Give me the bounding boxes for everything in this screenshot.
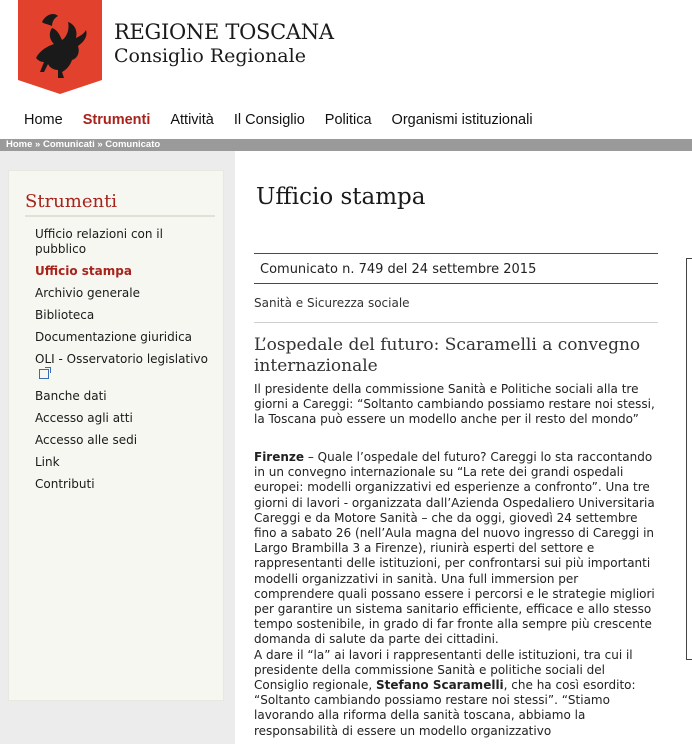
nav-il-consiglio[interactable]: Il Consiglio xyxy=(233,112,305,128)
sidebar-divider xyxy=(25,215,215,217)
category-label: Sanità e Sicurezza sociale xyxy=(254,296,410,310)
breadcrumb-bar xyxy=(0,139,692,151)
page-title: Ufficio stampa xyxy=(256,184,426,210)
nav-politica[interactable]: Politica xyxy=(324,112,372,128)
brand[interactable] xyxy=(114,20,334,68)
breadcrumb-separator: » xyxy=(97,139,106,150)
paragraph-text: – Quale l’ospedale del futuro? Careggi lo sta raccontando in un convegno internazionale su “La rete dei grandi ospedali europei: modelli organizzativi ed esperienze a confronto”. Una tre giorni di lavori - organizzata dall’Azienda Ospedaliero Universitaria Careggi e da Motore Sanità – che da oggi, giovedì 24 settembre fino a sabato 26 (nell’Aula magna del nuovo ingresso di Careggi in Largo Brambilla 3 a Firenze), riunirà esperti del settore e rappresentanti delle istituzioni, per confrontarsi sui più importanti modelli organizzativi in sanità. Una full immersion per comprendere quali possano essere i percorsi e le strategie migliori per garantire un sistema sanitario efficiente, efficace e allo stesso tempo sostenibile, in grado di far fronte alla sempre più crescente domanda di salute da parte dei cittadini. xyxy=(254,450,655,647)
external-link-icon xyxy=(39,369,49,379)
sidebar-item-accesso-sedi[interactable]: Accesso alle sedi xyxy=(35,433,138,447)
nav-home[interactable]: Home xyxy=(24,112,63,128)
sidebar-item-archivio[interactable]: Archivio generale xyxy=(35,286,140,300)
breadcrumb-separator: » xyxy=(35,139,43,150)
sidebar xyxy=(8,170,224,701)
breadcrumb-home[interactable]: Home xyxy=(6,139,33,150)
person-name: Stefano Scaramelli xyxy=(376,678,504,693)
nav-organismi-istituzionali[interactable]: Organismi istituzionali xyxy=(391,112,533,128)
brand-subtitle: Consiglio Regionale xyxy=(114,45,306,67)
nav-strumenti[interactable]: Strumenti xyxy=(82,112,151,128)
sidebar-item-oli[interactable] xyxy=(35,352,215,382)
article-headline: L’ospedale del futuro: Scaramelli a convegno internazionale xyxy=(254,335,641,376)
paragraph-text: A dare il “la” ai lavori i rappresentanti delle istituzioni, tra cui il presidente della commissione Sanità e politiche sociali del Consiglio regionale, xyxy=(254,647,633,693)
article-paragraph xyxy=(254,648,658,739)
sidebar-item-link[interactable]: Link xyxy=(35,455,60,469)
pegasus-icon[interactable] xyxy=(18,0,102,94)
nav-attivita[interactable]: Attività xyxy=(170,112,214,128)
category-divider xyxy=(254,322,658,323)
top-nav xyxy=(24,112,553,128)
communique-box xyxy=(254,253,658,284)
article-body xyxy=(254,450,658,739)
breadcrumb-comunicato[interactable]: Comunicato xyxy=(105,139,161,150)
communique-number: Comunicato n. 749 del 24 settembre 2015 xyxy=(260,262,537,277)
right-panel-edge xyxy=(686,258,692,660)
sidebar-item-contributi[interactable]: Contributi xyxy=(35,477,95,491)
breadcrumb xyxy=(6,139,160,151)
article-paragraph xyxy=(254,450,658,648)
brand-title: REGIONE TOSCANA xyxy=(114,20,334,44)
dateline: Firenze xyxy=(254,450,305,464)
article-subhead: Il presidente della commissione Sanità e Politiche sociali alla tre giorni a Careggi: “Soltanto cambiando possiamo restare noi stessi, la Toscana può essere un modello anche per il resto del mondo” xyxy=(254,382,655,426)
sidebar-item-ufficio-stampa[interactable]: Ufficio stampa xyxy=(35,264,132,278)
sidebar-item-label: OLI - Osservatorio legislativo xyxy=(35,352,208,366)
sidebar-item-biblioteca[interactable]: Biblioteca xyxy=(35,308,95,322)
sidebar-item-urp[interactable]: Ufficio relazioni con il pubblico xyxy=(35,227,163,256)
sidebar-menu xyxy=(35,227,215,499)
sidebar-item-banche-dati[interactable]: Banche dati xyxy=(35,389,107,403)
sidebar-item-documentazione[interactable]: Documentazione giuridica xyxy=(35,330,193,344)
sidebar-title: Strumenti xyxy=(25,191,118,212)
breadcrumb-comunicati[interactable]: Comunicati xyxy=(42,139,95,150)
site-header xyxy=(0,0,692,100)
sidebar-item-accesso-atti[interactable]: Accesso agli atti xyxy=(35,411,133,425)
paragraph-text: , che ha così esordito: “Soltanto cambiando possiamo restare noi stessi”. “Stiamo lavorando alla riforma della sanità toscana, abbiamo la responsabilità di essere un modello organizzativo xyxy=(254,678,636,738)
